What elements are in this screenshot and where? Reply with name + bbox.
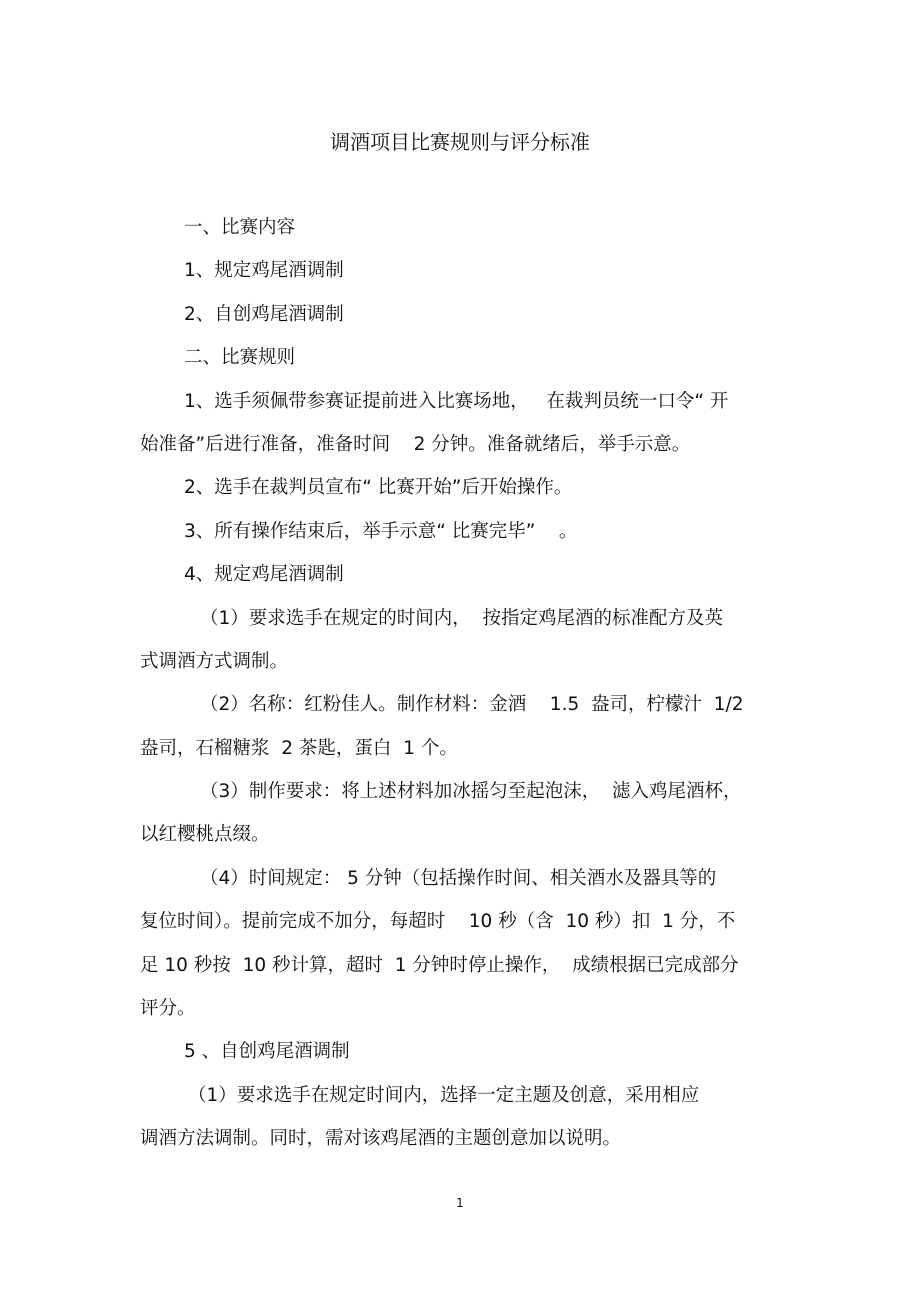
text-line: 足 10 秒按 10 秒计算，超时 1 分钟时停止操作， 成绩根据已完成部分 — [140, 954, 739, 976]
page-number: 1 — [456, 1196, 464, 1210]
text-line: 调酒方法调制。同时，需对该鸡尾酒的主题创意加以说明。 — [140, 1128, 622, 1150]
text-line: 4、规定鸡尾酒调制 — [184, 564, 344, 586]
document-body — [140, 206, 780, 1161]
document-title: 调酒项目比赛规则与评分标准 — [330, 130, 590, 154]
text-line: 一、比赛内容 — [184, 217, 296, 238]
text-line: （2）名称：红粉佳人。制作材料：金酒 1.5 盎司，柠檬汁 1/2 — [200, 694, 744, 716]
text-line: 以红樱桃点缀。 — [140, 824, 270, 846]
text-line: （3）制作要求：将上述材料加冰摇匀至起泡沫， 滤入鸡尾酒杯， — [200, 781, 742, 803]
text-line: 复位时间）。提前完成不加分，每超时 10 秒（含 10 秒）扣 1 分，不 — [140, 911, 736, 933]
text-line: 5 、自创鸡尾酒调制 — [184, 1041, 350, 1063]
text-line: （1）要求选手在规定时间内，选择一定主题及创意，采用相应 — [188, 1084, 700, 1106]
text-line: 评分。 — [140, 998, 196, 1020]
text-line: 盎司，石榴糖浆 2 茶匙，蛋白 1 个。 — [140, 737, 458, 759]
text-line: 1、选手须佩带参赛证提前进入比赛场地， 在裁判员统一口令“ 开 — [184, 390, 729, 412]
text-line: （4）时间规定： 5 分钟（包括操作时间、相关酒水及器具等的 — [200, 867, 717, 889]
text-line: 2、自创鸡尾酒调制 — [184, 303, 344, 325]
text-line: 2、选手在裁判员宣布“ 比赛开始”后开始操作。 — [184, 477, 573, 499]
text-line: （1）要求选手在规定的时间内， 按指定鸡尾酒的标准配方及英 — [200, 607, 724, 629]
text-line: 3、所有操作结束后，举手示意“ 比赛完毕” 。 — [184, 520, 578, 542]
text-line: 二、比赛规则 — [184, 347, 296, 369]
text-line: 式调酒方式调制。 — [140, 650, 289, 672]
text-line: 1、规定鸡尾酒调制 — [184, 260, 344, 282]
text-line: 始准备”后进行准备，准备时间 2 分钟。准备就绪后，举手示意。 — [140, 433, 691, 455]
